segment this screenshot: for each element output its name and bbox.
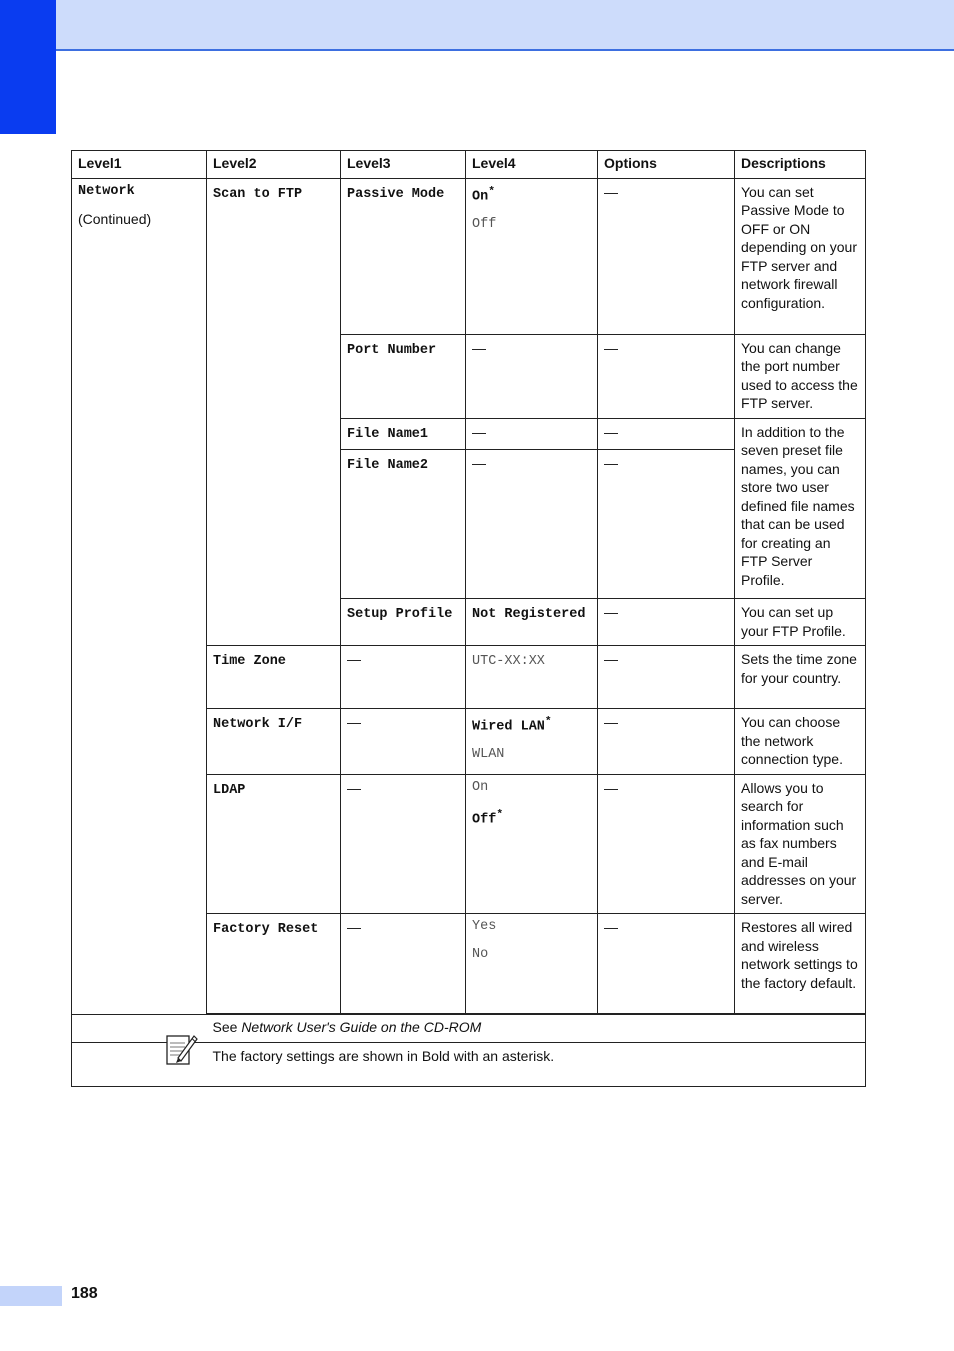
level3-cell: — (341, 774, 466, 914)
level3-label: Setup Profile (347, 607, 453, 622)
level4-setup-profile (466, 599, 598, 646)
level2-label: Network I/F (213, 717, 303, 732)
level4-cell: — (466, 418, 598, 450)
col-options: Options (598, 151, 735, 179)
col-descriptions: Descriptions (735, 151, 866, 179)
level3-cell: — (341, 646, 466, 709)
option-wired-lan-default: Wired LAN* (472, 716, 552, 735)
level4-label: Not Registered (472, 607, 586, 622)
col-level2: Level2 (207, 151, 341, 179)
options-cell: — (598, 646, 735, 709)
level1-cell (72, 178, 207, 1015)
header-band (0, 0, 954, 51)
level2-label: LDAP (213, 782, 246, 798)
page-number-bar (0, 1286, 62, 1306)
desc-setup-profile: You can set up your FTP Profile. (735, 599, 866, 646)
options-cell: — (598, 774, 735, 914)
level4-cell: — (466, 334, 598, 418)
level1-continued: (Continued) (78, 211, 152, 227)
level3-label: Port Number (347, 342, 437, 358)
level2-label: Time Zone (213, 654, 286, 669)
desc-time-zone: Sets the time zone for your country. (735, 646, 866, 709)
level4-passive-mode (466, 178, 598, 334)
level3-port-number (341, 334, 466, 418)
level4-ldap (466, 774, 598, 914)
options-cell: — (598, 418, 735, 450)
table-row (72, 178, 866, 334)
desc-passive-mode: You can set Passive Mode to OFF or ON depending on your FTP server and network firewall configuration. (735, 178, 866, 334)
level4-factory-reset (466, 914, 598, 1014)
options-cell: — (598, 178, 735, 334)
level3-passive-mode (341, 178, 466, 334)
desc-ldap: Allows you to search for information such as fax numbers and E-mail addresses on your server. (735, 774, 866, 914)
level4-label: UTC-XX:XX (472, 654, 545, 669)
option-off-default: Off* (472, 809, 504, 828)
options-cell: — (598, 599, 735, 646)
options-cell: — (598, 334, 735, 418)
level1-network: Network (78, 183, 135, 199)
desc-network-if: You can choose the network connection type. (735, 709, 866, 775)
desc-factory-reset: Restores all wired and wireless network settings to the factory default. (735, 914, 866, 1014)
level3-label: File Name1 (347, 426, 429, 442)
level2-time-zone (207, 646, 341, 709)
table-header-row (72, 151, 866, 179)
chapter-tab (0, 0, 56, 134)
level2-factory-reset (207, 914, 341, 1014)
option-off: Off (472, 216, 497, 232)
level2-label: Factory Reset (213, 922, 319, 937)
level4-cell: — (466, 450, 598, 599)
col-level3: Level3 (341, 151, 466, 179)
level3-cell: — (341, 914, 466, 1014)
option-yes: Yes (472, 919, 497, 934)
level3-label: Passive Mode (347, 186, 445, 202)
level2-label: Scan to FTP (213, 186, 303, 202)
page-number: 188 (71, 1285, 98, 1302)
options-cell: — (598, 914, 735, 1014)
col-level1: Level1 (72, 151, 207, 179)
level3-cell: — (341, 709, 466, 775)
note-text: The factory settings are shown in Bold with an asterisk. (207, 1042, 866, 1086)
level2-network-if (207, 709, 341, 775)
options-cell: — (598, 450, 735, 599)
see-guide-text: See Network User's Guide on the CD-ROM (207, 1015, 866, 1043)
options-cell: — (598, 709, 735, 775)
option-on-default: On* (472, 185, 495, 204)
level3-label: File Name2 (347, 458, 429, 473)
note-pencil-icon (165, 1032, 199, 1071)
level4-network-if (466, 709, 598, 775)
option-wlan: WLAN (472, 747, 505, 762)
settings-table (71, 150, 866, 1087)
level4-time-zone (466, 646, 598, 709)
option-no: No (472, 946, 489, 962)
level2-ldap (207, 774, 341, 914)
level2-scan-ftp (207, 178, 341, 646)
desc-file-names: In addition to the seven preset file names, you can store two user defined file names that can be used for creating an FTP Server Profile. (735, 418, 866, 599)
desc-port-number: You can change the port number used to access the FTP server. (735, 334, 866, 418)
level3-setup-profile (341, 599, 466, 646)
guide-reference: Network User's Guide on the CD-ROM (241, 1019, 482, 1035)
level3-file-name1 (341, 418, 466, 450)
level3-file-name2 (341, 450, 466, 599)
col-level4: Level4 (466, 151, 598, 179)
option-on: On (472, 779, 489, 795)
